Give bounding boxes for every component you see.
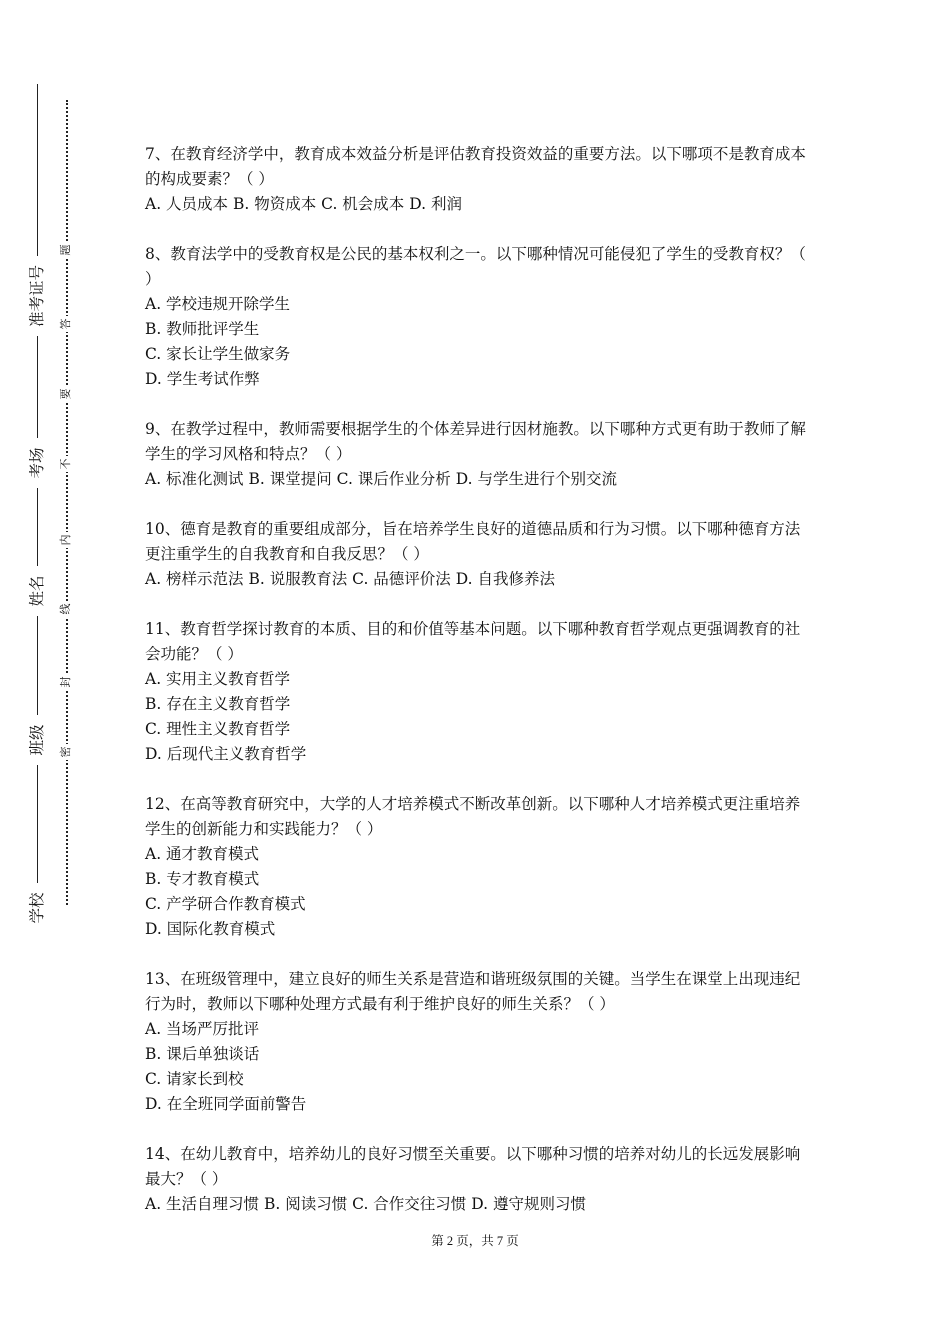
seal-char-nei: 内 xyxy=(58,532,74,548)
question-11 xyxy=(145,617,815,767)
option-c: C. 请家长到校 xyxy=(145,1070,244,1088)
question-stem: 8、教育法学中的受教育权是公民的基本权利之一。以下哪种情况可能侵犯了学生的受教育权？（ ） xyxy=(145,245,806,288)
option-a: A. 当场严厉批评 xyxy=(145,1020,260,1038)
question-list xyxy=(145,142,815,1242)
exam-room-label: 考场 xyxy=(24,438,50,488)
exam-number-label: 准考证号 xyxy=(24,256,50,336)
question-10 xyxy=(145,517,815,592)
option-d: D. 国际化教育模式 xyxy=(145,920,276,938)
option-c: C. 理性主义教育哲学 xyxy=(145,720,291,738)
question-stem: 14、在幼儿教育中，培养幼儿的良好习惯至关重要。以下哪种习惯的培养对幼儿的长远发展影响最大？（ ） xyxy=(145,1145,801,1188)
name-label: 姓名 xyxy=(24,566,50,616)
question-7 xyxy=(145,142,815,217)
seal-char-bu: 不 xyxy=(58,456,74,472)
school-label: 学校 xyxy=(24,883,50,933)
option-a: A. 实用主义教育哲学 xyxy=(145,670,291,688)
binding-margin xyxy=(0,0,95,1344)
option-d: D. 学生考试作弊 xyxy=(145,370,260,388)
question-stem: 12、在高等教育研究中，大学的人才培养模式不断改革创新。以下哪种人才培养模式更注重培养学生的创新能力和实践能力？（ ） xyxy=(145,795,801,838)
option-d: D. 在全班同学面前警告 xyxy=(145,1095,307,1113)
option-c: C. 产学研合作教育模式 xyxy=(145,895,306,913)
option-b: B. 存在主义教育哲学 xyxy=(145,695,291,713)
question-options: A. 生活自理习惯 B. 阅读习惯 C. 合作交往习惯 D. 遵守规则习惯 xyxy=(145,1195,586,1213)
class-label: 班级 xyxy=(24,715,50,765)
option-b: B. 专才教育模式 xyxy=(145,870,260,888)
question-stem: 7、在教育经济学中，教育成本效益分析是评估教育投资效益的重要方法。以下哪项不是教育成本的构成要素？（ ） xyxy=(145,145,806,188)
page-footer: 第 2 页，共 7 页 xyxy=(431,1234,519,1248)
question-stem: 9、在教学过程中，教师需要根据学生的个体差异进行因材施教。以下哪种方式更有助于教师了解学生的学习风格和特点？（ ） xyxy=(145,420,806,463)
question-8 xyxy=(145,242,815,392)
seal-char-da: 答 xyxy=(58,316,74,332)
question-9 xyxy=(145,417,815,492)
question-stem: 11、教育哲学探讨教育的本质、目的和价值等基本问题。以下哪种教育哲学观点更强调教育的社会功能？（ ） xyxy=(145,620,801,663)
question-12 xyxy=(145,792,815,942)
option-b: B. 教师批评学生 xyxy=(145,320,260,338)
seal-char-ti: 题 xyxy=(58,242,74,258)
question-13 xyxy=(145,967,815,1117)
option-b: B. 课后单独谈话 xyxy=(145,1045,260,1063)
seal-char-mi: 密 xyxy=(58,744,74,760)
option-c: C. 家长让学生做家务 xyxy=(145,345,291,363)
seal-char-feng: 封 xyxy=(58,674,74,690)
option-a: A. 通才教育模式 xyxy=(145,845,260,863)
question-options: A. 标准化测试 B. 课堂提问 C. 课后作业分析 D. 与学生进行个别交流 xyxy=(145,470,617,488)
seal-dotted-line xyxy=(66,100,68,905)
question-stem: 13、在班级管理中，建立良好的师生关系是营造和谐班级氛围的关键。当学生在课堂上出现违纪行为时，教师以下哪种处理方式最有利于维护良好的师生关系？（ ） xyxy=(145,970,801,1013)
question-options: A. 人员成本 B. 物资成本 C. 机会成本 D. 利润 xyxy=(145,195,462,213)
question-stem: 10、德育是教育的重要组成部分，旨在培养学生良好的道德品质和行为习惯。以下哪种德育方法更注重学生的自我教育和自我反思？（ ） xyxy=(145,520,801,563)
option-a: A. 学校违规开除学生 xyxy=(145,295,291,313)
seal-char-yao: 要 xyxy=(58,386,74,402)
binding-solid-line xyxy=(37,84,38,924)
option-d: D. 后现代主义教育哲学 xyxy=(145,745,307,763)
seal-char-xian: 线 xyxy=(58,601,74,617)
question-14 xyxy=(145,1142,815,1217)
question-options: A. 榜样示范法 B. 说服教育法 C. 品德评价法 D. 自我修养法 xyxy=(145,570,555,588)
